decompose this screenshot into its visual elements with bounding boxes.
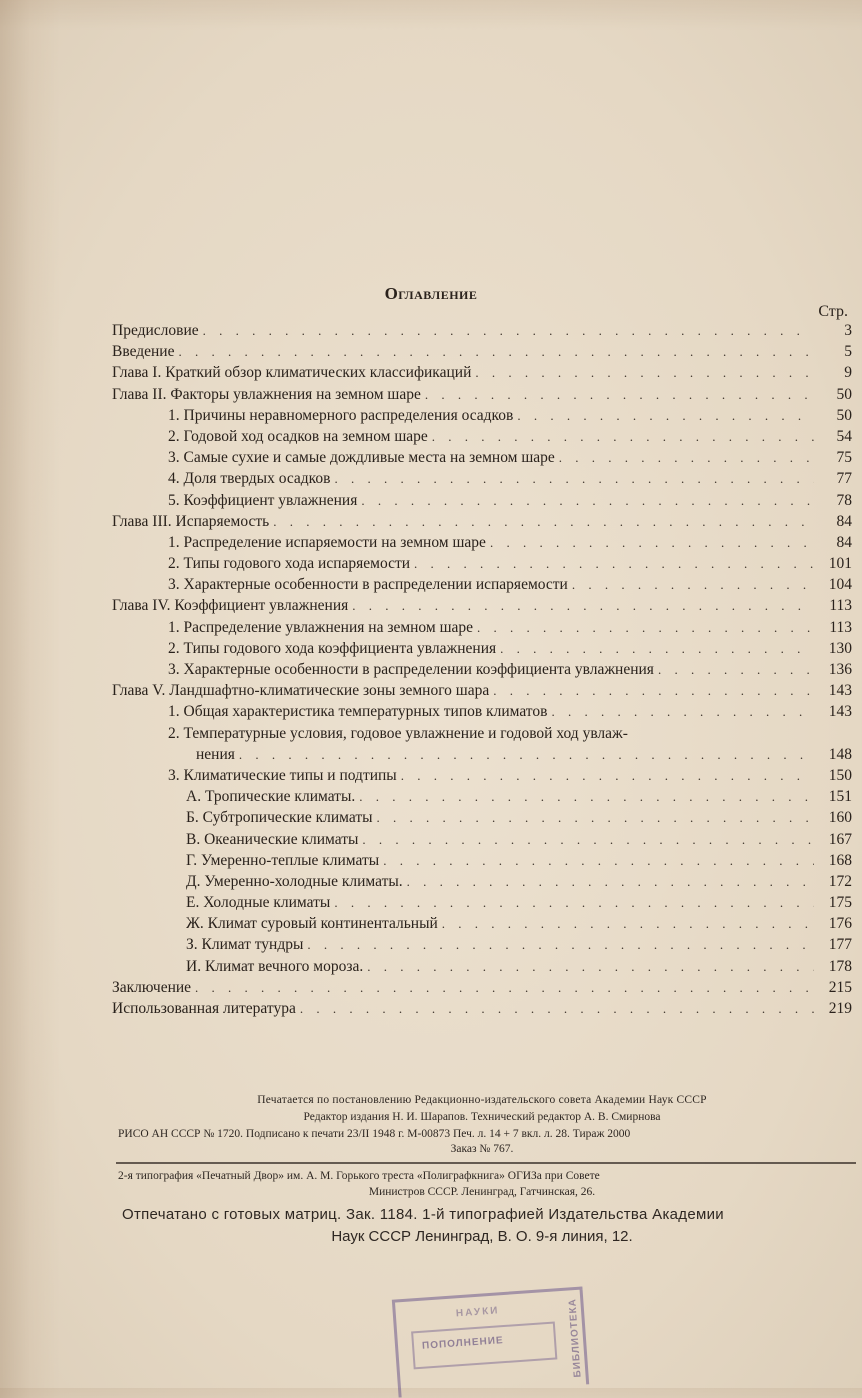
dot-leader (273, 514, 814, 530)
toc-entry-page: 54 (836, 427, 852, 445)
dot-leader (407, 874, 814, 890)
toc-entry-page: 178 (828, 957, 852, 975)
toc-entry (112, 661, 852, 682)
toc-entry-page: 101 (828, 555, 852, 573)
toc-entry-page: 177 (828, 936, 852, 954)
toc-entry-page: 113 (829, 597, 852, 615)
reprint-note: Отпечатано с готовых матриц. Зак. 1184. 1-й типографией Издательства Академии (122, 1206, 724, 1223)
toc-entry-page: 150 (828, 766, 852, 784)
toc-entry-label: 2. Годовой ход осадков на земном шаре (168, 427, 428, 445)
dot-leader (239, 747, 814, 763)
imprint-approval: Печатается по постановлению Редакционно-издательского совета Академии Наук СССР (257, 1094, 707, 1106)
toc-entry (112, 470, 852, 491)
dot-leader (359, 789, 814, 805)
reprint-address: Наук СССР Ленинград, В. О. 9-я линия, 12. (331, 1228, 633, 1245)
toc-entry-label: Б. Субтропические климаты (186, 809, 373, 827)
toc-entry-page: 148 (828, 745, 852, 763)
toc-entry (112, 873, 852, 894)
toc-entry-label: Использованная литература (112, 1000, 296, 1017)
dot-leader (377, 810, 814, 826)
toc-entry-page: 215 (828, 978, 852, 996)
toc-entry (112, 343, 852, 364)
imprint-editors: Редактор издания Н. И. Шарапов. Технический редактор А. В. Смирнова (303, 1111, 661, 1123)
dot-leader (500, 641, 814, 657)
toc-entry (112, 322, 852, 343)
toc-entry-label: 1. Распределение испаряемости на земном шаре (168, 533, 486, 551)
toc-entry (112, 407, 852, 428)
toc-entry-page: 84 (836, 512, 852, 530)
dot-leader (195, 980, 814, 996)
toc-entry (112, 576, 852, 597)
library-stamp (392, 1286, 589, 1397)
toc-entry (112, 555, 852, 576)
toc-entry (112, 809, 852, 830)
toc-entry-label: Глава IV. Коэффициент увлажнения (112, 597, 349, 615)
toc-entry-label: Ж. Климат суровый континентальный (186, 915, 438, 933)
toc-entry (112, 449, 852, 470)
imprint-printer: 2-я типография «Печатный Двор» им. А. М. Горького треста «Полиграфкнига» ОГИЗа при Совете (118, 1170, 600, 1182)
dot-leader (203, 323, 814, 339)
toc-entry-label: 1. Причины неравномерного распределения осадков (168, 406, 514, 424)
toc-entry-label: 2. Типы годового хода коэффициента увлажнения (168, 639, 497, 657)
stamp-top-text: НАУКИ (455, 1305, 500, 1320)
dot-leader (362, 832, 814, 848)
toc-entry-page: 78 (836, 491, 852, 509)
toc-entry (112, 979, 852, 1000)
toc-entry-label: В. Океанические климаты (186, 830, 359, 848)
toc-entry (112, 619, 852, 640)
toc-entry-label: 4. Доля твердых осадков (168, 470, 331, 488)
toc-entry (112, 703, 852, 724)
toc-entry-label: Е. Холодные климаты (186, 894, 331, 912)
toc-entry-label: 1. Распределение увлажнения на земном шаре (168, 618, 474, 636)
toc-entry (112, 915, 852, 936)
toc-entry (112, 513, 852, 534)
dot-leader (517, 408, 814, 424)
toc-entry-label: 3. Климатические типы и подтипы (168, 766, 397, 784)
toc-entry-label: З. Климат тундры (186, 936, 304, 954)
dot-leader (477, 620, 814, 636)
dot-leader (475, 365, 814, 381)
toc-title: Оглавление (384, 284, 478, 303)
toc-entry-page: 50 (836, 385, 852, 403)
dot-leader (334, 895, 814, 911)
imprint-printer-address: Министров СССР. Ленинград, Гатчинская, 26. (368, 1186, 596, 1198)
dot-leader (300, 1001, 814, 1017)
toc-entry-page: 136 (828, 661, 852, 678)
toc-entry-label: 3. Самые сухие и самые дождливые места на земном шаре (168, 449, 555, 467)
toc-entry-label: Глава V. Ландшафтно-климатические зоны земного шара (112, 682, 490, 700)
toc-entry-label: А. Тропические климаты. (186, 788, 356, 806)
dot-leader (335, 471, 815, 487)
dot-leader (367, 959, 814, 975)
stamp-middle-text: ПОПОЛНЕНИЕ (421, 1335, 504, 1352)
toc-entry-label: 2. Температурные условия, годовое увлажнение и годовой ход увлаж- (168, 724, 628, 742)
toc-entry (112, 682, 852, 703)
toc-entry-label: Глава II. Факторы увлажнения на земном шаре (112, 385, 421, 403)
toc-entry-label: И. Климат вечного мороза. (186, 957, 364, 975)
toc-entry-page: 176 (828, 915, 852, 933)
toc-entry-page: 77 (836, 470, 852, 488)
toc-entry (112, 852, 852, 873)
toc-entry-page: 75 (836, 449, 852, 467)
dot-leader (493, 683, 814, 699)
imprint-publication-details: РИСО АН СССР № 1720. Подписано к печати 23/II 1948 г. М-00873 Печ. л. 14 + 7 вкл. л. 28. Тираж 2000 (118, 1128, 631, 1140)
toc-entry-page: 143 (828, 682, 852, 700)
dot-leader (178, 344, 814, 360)
toc-entry-label: Введение (112, 343, 175, 361)
dot-leader (361, 493, 814, 509)
table-of-contents (112, 322, 852, 1021)
dot-leader (432, 429, 814, 445)
toc-entry-label: Г. Умеренно-теплые климаты (186, 851, 380, 869)
toc-entry (112, 364, 852, 385)
toc-entry (112, 640, 852, 661)
toc-entry-page: 175 (828, 894, 852, 912)
toc-entry-page: 160 (828, 809, 852, 827)
toc-entry-page: 168 (828, 851, 852, 869)
dot-leader (352, 598, 814, 614)
dot-leader (383, 853, 814, 869)
dot-leader (425, 387, 814, 403)
imprint-order-number: Заказ № 767. (450, 1143, 514, 1155)
toc-entry (112, 1000, 852, 1021)
toc-entry-page: 50 (836, 406, 852, 424)
toc-entry-label: Д. Умеренно-холодные климаты. (186, 872, 403, 890)
dot-leader (401, 768, 814, 784)
toc-entry (112, 386, 852, 407)
toc-entry-page: 84 (836, 533, 852, 551)
dot-leader (490, 535, 814, 551)
toc-entry-page: 219 (828, 1000, 852, 1017)
toc-entry (112, 936, 852, 957)
dot-leader (414, 556, 814, 572)
stamp-side-text: БИБЛИОТЕКА (567, 1297, 584, 1378)
toc-entry-label: 1. Общая характеристика температурных типов климатов (168, 703, 548, 721)
toc-entry-label: нения (196, 745, 235, 763)
toc-entry-label: Глава III. Испаряемость (112, 512, 270, 530)
dot-leader (572, 577, 814, 593)
toc-entry-page: 151 (828, 788, 852, 806)
toc-entry-page: 172 (828, 872, 852, 890)
dot-leader (658, 662, 814, 678)
toc-entry (112, 428, 852, 449)
toc-entry-page: 3 (844, 322, 852, 339)
toc-entry (112, 725, 852, 746)
dot-leader (307, 937, 814, 953)
page-column-header: Стр. (818, 303, 848, 320)
toc-entry-page: 9 (844, 364, 852, 382)
toc-entry (112, 534, 852, 555)
toc-entry-page: 5 (844, 343, 852, 361)
toc-entry (112, 767, 852, 788)
toc-entry (112, 958, 852, 979)
toc-entry-page: 167 (828, 830, 852, 848)
toc-entry-label: Заключение (112, 978, 192, 996)
toc-entry-page: 113 (829, 618, 852, 636)
toc-entry (112, 746, 852, 767)
toc-entry (112, 831, 852, 852)
toc-entry-page: 130 (828, 639, 852, 657)
toc-entry-label: Предисловие (112, 322, 199, 339)
dot-leader (551, 704, 814, 720)
toc-entry (112, 894, 852, 915)
dot-leader (559, 450, 814, 466)
toc-entry (112, 492, 852, 513)
toc-entry-label: Глава I. Краткий обзор климатических классификаций (112, 364, 472, 382)
dot-leader (442, 916, 814, 932)
toc-entry-page: 104 (828, 576, 852, 594)
toc-entry-label: 5. Коэффициент увлажнения (168, 491, 358, 509)
toc-entry (112, 597, 852, 618)
toc-entry (112, 788, 852, 809)
imprint-divider (116, 1162, 856, 1164)
toc-entry-label: 3. Характерные особенности в распределении коэффициента увлажнения (168, 661, 654, 678)
toc-entry-label: 2. Типы годового хода испаряемости (168, 555, 411, 573)
toc-entry-page: 143 (828, 703, 852, 721)
toc-entry-label: 3. Характерные особенности в распределении испаряемости (168, 576, 568, 594)
